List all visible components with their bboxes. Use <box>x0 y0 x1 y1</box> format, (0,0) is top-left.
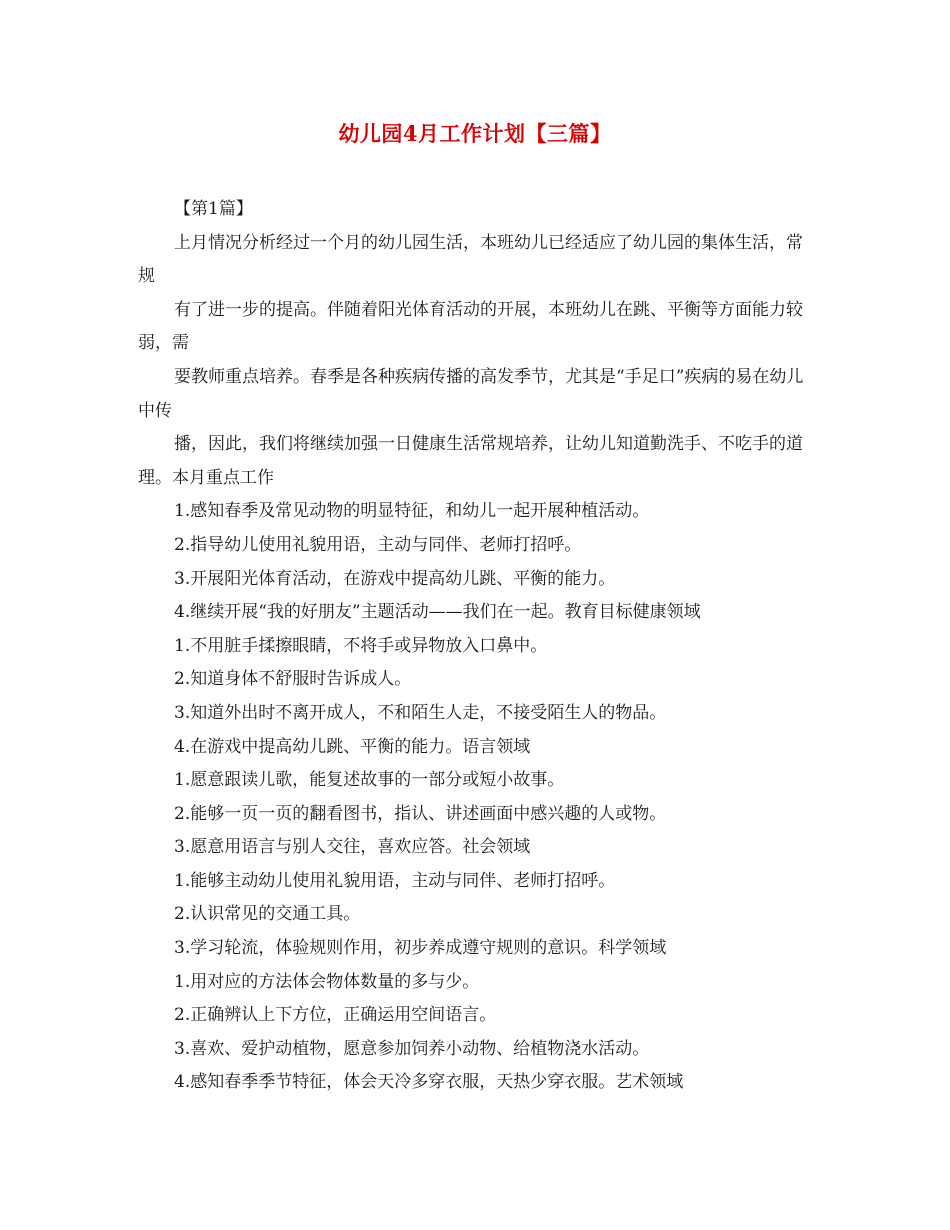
paragraph: 1.用对应的方法体会物体数量的多与少。 <box>174 971 480 992</box>
page-title: 幼儿园4月工作计划【三篇】 <box>338 121 612 146</box>
paragraph: 3.学习轮流，体验规则作用，初步养成遵守规则的意识。科学领域 <box>174 938 667 959</box>
paragraph: 3.喜欢、爱护动植物，愿意参加饲养小动物、给植物浇水活动。 <box>174 1038 650 1059</box>
paragraph: 2.认识常见的交通工具。 <box>174 904 361 925</box>
paragraph: 3.开展阳光体育活动，在游戏中提高幼儿跳、平衡的能力。 <box>174 568 616 589</box>
paragraph: 2.正确辨认上下方位，正确运用空间语言。 <box>174 1005 497 1026</box>
paragraph: 2.知道身体不舒服时告诉成人。 <box>174 669 412 690</box>
paragraph: 1.不用脏手揉擦眼睛，不将手或异物放入口鼻中。 <box>174 635 548 656</box>
paragraph: 2.能够一页一页的翻看图书，指认、讲述画面中感兴趣的人或物。 <box>174 803 667 824</box>
paragraph: 1.愿意跟读儿歌，能复述故事的一部分或短小故事。 <box>174 770 565 791</box>
paragraph: 上月情况分析经过一个月的幼儿园生活，本班幼儿已经适应了幼儿园的集体生活，常规 <box>138 232 803 287</box>
paragraph: 1.感知春季及常见动物的明显特征，和幼儿一起开展种植活动。 <box>174 501 650 522</box>
paragraph: 3.知道外出时不离开成人，不和陌生人走，不接受陌生人的物品。 <box>174 702 667 723</box>
paragraph: 4.继续开展“我的好朋友”主题活动——我们在一起。教育目标健康领域 <box>174 602 701 623</box>
document-body <box>138 193 813 1100</box>
paragraph: 4.在游戏中提高幼儿跳、平衡的能力。语言领域 <box>174 736 531 757</box>
paragraph: 要教师重点培养。春季是各种疾病传播的高发季节，尤其是“手足口”疾病的易在幼儿中传 <box>138 366 804 421</box>
paragraph: 【第1篇】 <box>174 199 253 219</box>
paragraph: 1.能够主动幼儿使用礼貌用语，主动与同伴、老师打招呼。 <box>174 870 616 891</box>
paragraph: 2.指导幼儿使用礼貌用语，主动与同伴、老师打招呼。 <box>174 534 582 555</box>
paragraph: 3.愿意用语言与别人交往，喜欢应答。社会领域 <box>174 837 531 858</box>
paragraph: 有了进一步的提高。伴随着阳光体育活动的开展，本班幼儿在跳、平衡等方面能力较弱，需 <box>138 299 803 354</box>
paragraph: 播，因此，我们将继续加强一日健康生活常规培养，让幼儿知道勤洗手、不吃手的道理。本月重点工作 <box>138 434 803 488</box>
paragraph: 4.感知春季季节特征，体会天冷多穿衣服，天热少穿衣服。艺术领域 <box>174 1072 684 1093</box>
